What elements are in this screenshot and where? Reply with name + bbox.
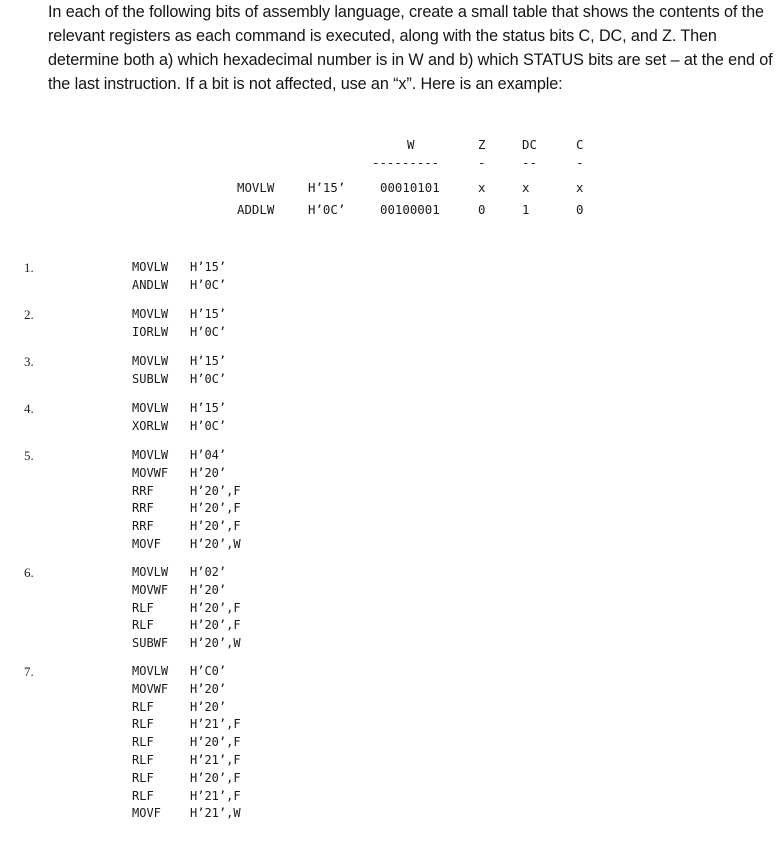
instructions-paragraph: In each of the following bits of assembly language, create a small table that shows the contents of the relevant registers as each command is executed, along with the status bits C, DC, and Z. Then determine both a) which hexadecimal number is in W and b) which STATUS bits are set – at the end of the last instruction. If a bit is not affected, use an “x”. Here is an example: xyxy=(48,3,773,93)
header-dc: DC xyxy=(522,137,537,152)
code-operand: H’20’ xyxy=(190,699,227,714)
code-operand: H’20’,F xyxy=(190,501,241,516)
code-operand: H’0C’ xyxy=(190,277,227,292)
problem-number: 6. xyxy=(24,565,34,580)
code-opcode: MOVLW xyxy=(132,565,169,579)
code-opcode: MOVF xyxy=(132,806,161,821)
header-w: W xyxy=(407,137,415,152)
code-opcode: RLF xyxy=(132,699,154,714)
code-opcode: XORLW xyxy=(132,418,169,433)
code-operand: H’15’ xyxy=(190,260,227,274)
example-row-w: 00100001 xyxy=(380,202,440,217)
code-operand: H’21’,F xyxy=(190,752,241,767)
rule-z: - xyxy=(478,155,486,170)
code-opcode: RLF xyxy=(132,600,154,615)
code-opcode: RRF xyxy=(132,501,154,516)
code-opcode: MOVLW xyxy=(132,307,169,321)
example-row-op: MOVLW xyxy=(237,180,275,195)
problem-number: 1. xyxy=(24,260,34,275)
code-opcode: RRF xyxy=(132,519,154,534)
example-row-arg: H’0C’ xyxy=(308,202,346,217)
example-row-c: 0 xyxy=(576,202,584,217)
code-opcode: RLF xyxy=(132,717,154,732)
code-opcode: RLF xyxy=(132,618,154,633)
code-opcode: RLF xyxy=(132,770,154,785)
code-operand: H’15’ xyxy=(190,401,227,415)
code-operand: H’20’,F xyxy=(190,735,241,750)
code-operand: H’15’ xyxy=(190,354,227,368)
code-operand: H’21’,W xyxy=(190,806,241,821)
code-operand: H’21’,F xyxy=(190,717,241,732)
code-opcode: MOVLW xyxy=(132,354,169,368)
code-operand: H’C0’ xyxy=(190,664,227,678)
example-row-op: ADDLW xyxy=(237,202,275,217)
example-row-dc: 1 xyxy=(522,202,530,217)
code-opcode: MOVLW xyxy=(132,664,169,678)
code-operand: H’20’ xyxy=(190,681,227,696)
code-operand: H’20’,F xyxy=(190,519,241,534)
code-opcode: MOVLW xyxy=(132,448,169,462)
problem-number: 4. xyxy=(24,401,34,416)
code-operand: H’20’ xyxy=(190,465,227,480)
code-opcode: RLF xyxy=(132,735,154,750)
code-operand: H’20’,W xyxy=(190,636,241,651)
code-operand: H’04’ xyxy=(190,448,227,462)
code-opcode: ANDLW xyxy=(132,277,169,292)
code-operand: H’20’,F xyxy=(190,618,241,633)
example-row-arg: H’15’ xyxy=(308,180,346,195)
code-operand: H’20’ xyxy=(190,582,227,597)
code-operand: H’0C’ xyxy=(190,324,227,339)
example-row-z: x xyxy=(478,180,486,195)
problem-number: 2. xyxy=(24,307,34,322)
code-opcode: SUBLW xyxy=(132,371,169,386)
rule-c: - xyxy=(576,155,584,170)
code-operand: H’02’ xyxy=(190,565,227,579)
problem-number: 5. xyxy=(24,448,34,463)
problem-number: 7. xyxy=(24,664,34,679)
problem-number: 3. xyxy=(24,354,34,369)
code-opcode: MOVWF xyxy=(132,681,169,696)
code-operand: H’0C’ xyxy=(190,418,227,433)
code-opcode: MOVLW xyxy=(132,401,169,415)
example-row-c: x xyxy=(576,180,584,195)
code-operand: H’20’,W xyxy=(190,536,241,551)
code-opcode: RLF xyxy=(132,788,154,803)
header-z: Z xyxy=(478,137,486,152)
header-c: C xyxy=(576,137,584,152)
code-operand: H’0C’ xyxy=(190,371,227,386)
code-opcode: RLF xyxy=(132,752,154,767)
code-operand: H’15’ xyxy=(190,307,227,321)
code-operand: H’20’,F xyxy=(190,600,241,615)
code-opcode: SUBWF xyxy=(132,636,169,651)
code-opcode: MOVF xyxy=(132,536,161,551)
example-row-z: 0 xyxy=(478,202,486,217)
rule-w: --------- xyxy=(372,155,440,170)
code-operand: H’20’,F xyxy=(190,483,241,498)
code-operand: H’21’,F xyxy=(190,788,241,803)
code-opcode: IORLW xyxy=(132,324,169,339)
example-row-dc: x xyxy=(522,180,530,195)
code-opcode: MOVLW xyxy=(132,260,169,274)
code-operand: H’20’,F xyxy=(190,770,241,785)
code-opcode: RRF xyxy=(132,483,154,498)
code-opcode: MOVWF xyxy=(132,582,169,597)
example-row-w: 00010101 xyxy=(380,180,440,195)
code-opcode: MOVWF xyxy=(132,465,169,480)
rule-dc: -- xyxy=(522,155,537,170)
